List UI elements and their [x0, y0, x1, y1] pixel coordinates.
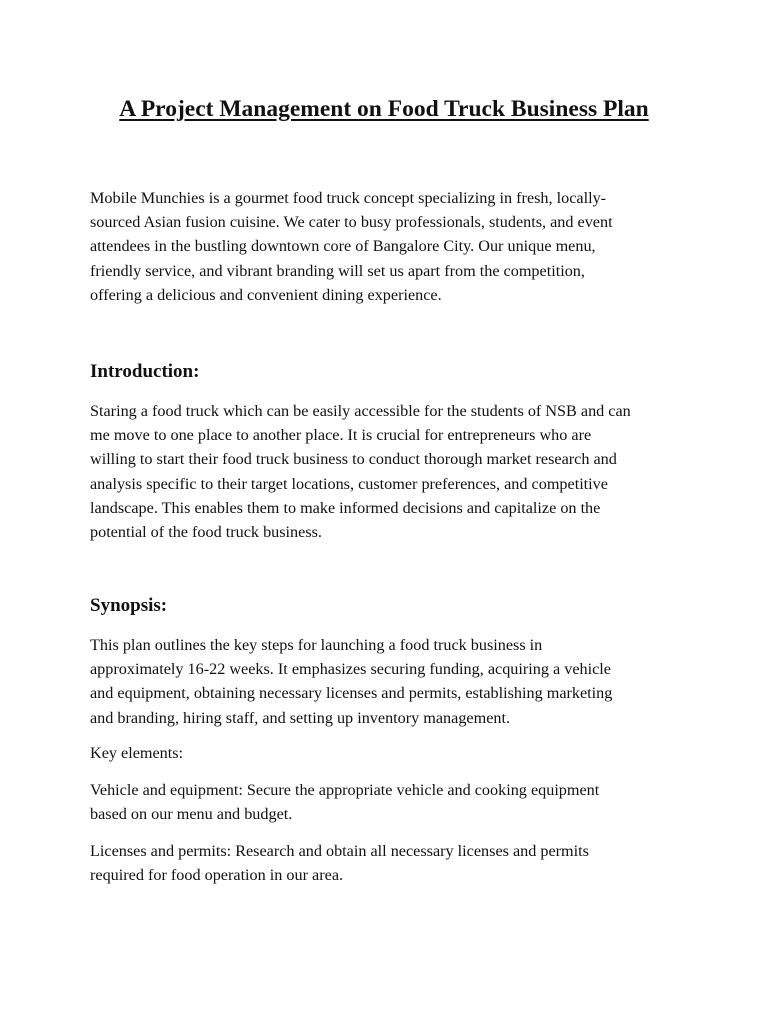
- text-line: Licenses and permits: Research and obtain all necessary licenses and permits: [90, 842, 589, 860]
- text-line: Vehicle and equipment: Secure the appropriate vehicle and cooking equipment: [90, 781, 600, 799]
- text-line: This plan outlines the key steps for launching a food truck business in: [90, 636, 543, 654]
- synopsis-paragraph: [90, 633, 690, 730]
- text-line: attendees in the bustling downtown core of Bangalore City. Our unique menu,: [90, 237, 596, 256]
- text-line: me move to one place to another place. It is crucial for entrepreneurs who are: [90, 426, 592, 445]
- text-line: Mobile Munchies is a gourmet food truck concept specializing in fresh, locally-: [90, 189, 607, 207]
- text-line: and equipment, obtaining necessary licenses and permits, establishing marketing: [90, 684, 613, 703]
- key-elements-label: [90, 741, 690, 765]
- text-line: Staring a food truck which can be easily accessible for the students of NSB and can: [90, 402, 631, 420]
- licenses-permits-paragraph: [90, 839, 690, 887]
- text-line: potential of the food truck business.: [90, 523, 322, 542]
- text-line: landscape. This enables them to make informed decisions and capitalize on the: [90, 498, 601, 517]
- introduction-heading: Introduction:: [90, 361, 200, 382]
- vehicle-equipment-paragraph: [90, 778, 690, 826]
- document-title: A Project Management on Food Truck Business Plan: [119, 96, 649, 122]
- text-line: and branding, hiring staff, and setting up inventory management.: [90, 708, 511, 727]
- text-line: based on our menu and budget.: [90, 805, 293, 824]
- text-line: required for food operation in our area.: [90, 866, 344, 885]
- intro-paragraph: [90, 186, 690, 307]
- text-line: Key elements:: [90, 744, 184, 762]
- text-line: sourced Asian fusion cuisine. We cater to busy professionals, students, and event: [90, 213, 613, 232]
- text-line: willing to start their food truck business to conduct thorough market research and: [90, 450, 617, 469]
- text-line: friendly service, and vibrant branding will set us apart from the competition,: [90, 261, 585, 280]
- introduction-paragraph: [90, 399, 690, 544]
- text-line: analysis specific to their target locations, customer preferences, and competitive: [90, 474, 608, 493]
- text-line: offering a delicious and convenient dining experience.: [90, 285, 442, 304]
- text-line: approximately 16-22 weeks. It emphasizes securing funding, acquiring a vehicle: [90, 660, 611, 679]
- synopsis-heading: Synopsis:: [90, 595, 168, 616]
